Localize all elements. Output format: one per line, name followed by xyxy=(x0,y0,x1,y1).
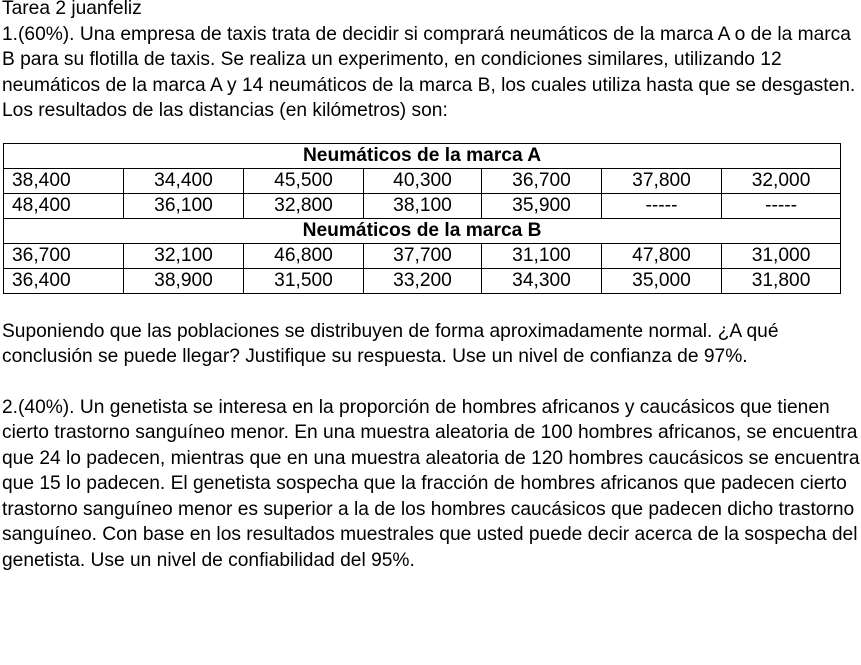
table-cell: 40,300 xyxy=(364,168,482,193)
table-cell: 31,100 xyxy=(482,243,602,268)
table-row xyxy=(4,268,841,293)
table-cell: 34,400 xyxy=(124,168,244,193)
table-cell: 37,700 xyxy=(364,243,482,268)
table-cell: 36,400 xyxy=(4,268,124,293)
table-cell: 35,000 xyxy=(602,268,722,293)
table-cell: 45,500 xyxy=(244,168,364,193)
table-cell: 46,800 xyxy=(244,243,364,268)
problem-1-statement: 1.(60%). Una empresa de taxis trata de decidir si comprará neumáticos de la marca A o de la marca B para su flotilla de taxis. Se realiza un experimento, en condiciones similares, utilizando 12 neumáticos de la marca A y 14 neumáticos de la marca B, los cuales utiliza hasta que se desgasten. Los resultados de las distancias (en kilómetros) son: xyxy=(2,23,856,121)
table-cell: 48,400 xyxy=(4,193,124,218)
brand-b-header: Neumáticos de la marca B xyxy=(4,218,841,243)
table-cell: 33,200 xyxy=(364,268,482,293)
table-row xyxy=(4,243,841,268)
table-cell: 31,000 xyxy=(722,243,841,268)
problem-1-question: Suponiendo que las poblaciones se distribuyen de forma aproximadamente normal. ¿A qué conclusión se puede llegar? Justifique su respuesta. Use un nivel de confianza de 97%. xyxy=(2,320,779,367)
table-cell: ----- xyxy=(722,193,841,218)
table-cell: 47,800 xyxy=(602,243,722,268)
table-cell: 37,800 xyxy=(602,168,722,193)
brand-a-header: Neumáticos de la marca A xyxy=(4,143,841,168)
brand-b-header-row xyxy=(4,218,841,243)
table-cell: 36,700 xyxy=(482,168,602,193)
table-cell: 31,800 xyxy=(722,268,841,293)
table-cell: 32,000 xyxy=(722,168,841,193)
brand-a-header-row xyxy=(4,143,841,168)
table-row xyxy=(4,193,841,218)
spacer xyxy=(2,294,860,319)
table-cell: 36,700 xyxy=(4,243,124,268)
table-cell: 31,500 xyxy=(244,268,364,293)
table-cell: 38,100 xyxy=(364,193,482,218)
spacer xyxy=(2,124,860,143)
problem-2-statement: 2.(40%). Un genetista se interesa en la proporción de hombres africanos y caucásicos que tienen cierto trastorno sanguíneo menor. En una muestra aleatoria de 100 hombres africanos, se encuentra que 24 lo padecen, mientras que en una muestra aleatoria de 120 hombres caucásicos se encuentra que 15 lo padecen. El genetista sospecha que la fracción de hombres africanos que padecen cierto trastorno sanguíneo menor es superior a la de los hombres caucásicos que padecen dicho trastorno sanguíneo. Con base en los resultados muestrales que usted puede decir acerca de la sospecha del genetista. Use un nivel de confiabilidad del 95%. xyxy=(2,396,860,571)
table-cell: 36,100 xyxy=(124,193,244,218)
spacer xyxy=(2,370,860,395)
table-cell: 38,900 xyxy=(124,268,244,293)
tire-distance-table xyxy=(3,143,841,294)
table-cell: 32,100 xyxy=(124,243,244,268)
table-row xyxy=(4,168,841,193)
table-cell: 35,900 xyxy=(482,193,602,218)
table-cell: 32,800 xyxy=(244,193,364,218)
document-page xyxy=(2,0,860,573)
table-cell: 38,400 xyxy=(4,168,124,193)
table-cell: 34,300 xyxy=(482,268,602,293)
document-title: Tarea 2 juanfeliz xyxy=(2,0,142,19)
table-cell: ----- xyxy=(602,193,722,218)
